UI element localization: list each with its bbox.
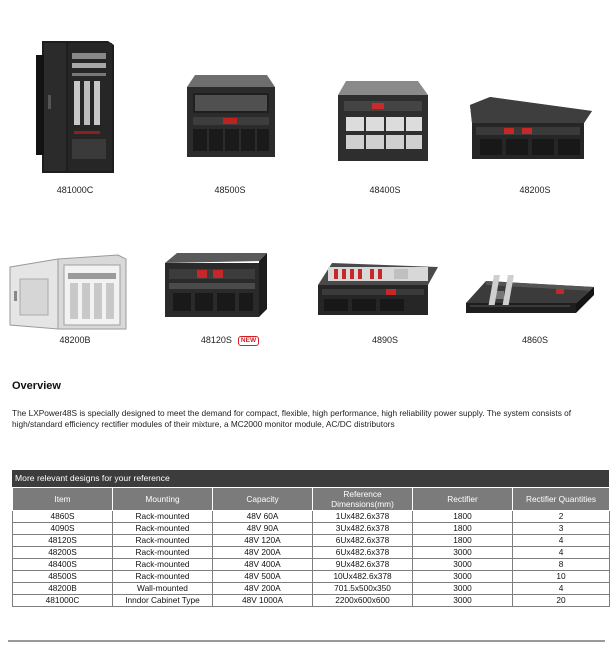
cell-rectifier: 1800 <box>413 523 513 535</box>
cell-dimensions: 701.5x500x350 <box>313 583 413 595</box>
table-row <box>13 523 610 535</box>
cell-dimensions: 1Ux482.6x378 <box>313 511 413 523</box>
cell-dimensions: 10Ux482.6x378 <box>313 571 413 583</box>
product-48200b-image <box>0 195 150 335</box>
cell-item: 48120S <box>13 535 113 547</box>
cell-item: 48200B <box>13 583 113 595</box>
cell-mounting: Rack-mounted <box>113 511 213 523</box>
cell-rectifier: 3000 <box>413 571 513 583</box>
cell-rectifier: 3000 <box>413 547 513 559</box>
product-4890s-label: 4890S <box>371 335 399 345</box>
table-row <box>13 547 610 559</box>
cell-item: 48200S <box>13 547 113 559</box>
product-48200b[interactable] <box>0 195 150 355</box>
product-4890s[interactable] <box>310 195 460 355</box>
product-48120s-label <box>155 335 305 346</box>
cell-rectifier: 1800 <box>413 535 513 547</box>
overview-title: Overview <box>12 380 61 392</box>
cell-rectifier-quantities: 2 <box>513 511 610 523</box>
cell-dimensions: 6Ux482.6x378 <box>313 535 413 547</box>
cell-mounting: Rack-mounted <box>113 547 213 559</box>
product-48200s-label: 48200S <box>519 185 551 195</box>
cell-rectifier-quantities: 3 <box>513 523 610 535</box>
cell-mounting: Rack-mounted <box>113 571 213 583</box>
designs-table-header: More relevant designs for your reference <box>12 470 609 487</box>
cell-item: 481000C <box>13 595 113 607</box>
cell-item: 48500S <box>13 571 113 583</box>
cell-capacity: 48V 90A <box>213 523 313 535</box>
table-row <box>13 583 610 595</box>
product-481000c-label: 481000C <box>56 185 94 195</box>
cell-rectifier-quantities: 20 <box>513 595 610 607</box>
product-4890s-image <box>310 195 460 335</box>
cell-mounting: Rack-mounted <box>113 559 213 571</box>
cell-dimensions: 6Ux482.6x378 <box>313 547 413 559</box>
cell-rectifier: 1800 <box>413 511 513 523</box>
table-row <box>13 535 610 547</box>
cell-capacity: 48V 1000A <box>213 595 313 607</box>
cell-capacity: 48V 60A <box>213 511 313 523</box>
cell-rectifier-quantities: 8 <box>513 559 610 571</box>
cell-capacity: 48V 120A <box>213 535 313 547</box>
column-header-mounting: Mounting <box>113 488 213 511</box>
product-481000c[interactable] <box>0 35 150 195</box>
cell-rectifier-quantities: 4 <box>513 583 610 595</box>
column-header-item: Item <box>13 488 113 511</box>
column-header-rectifier: Rectifier <box>413 488 513 511</box>
table-row <box>13 511 610 523</box>
product-48500s[interactable] <box>155 35 305 195</box>
cell-dimensions: 2200x600x600 <box>313 595 413 607</box>
cell-capacity: 48V 200A <box>213 547 313 559</box>
product-48400s[interactable] <box>310 35 460 195</box>
new-badge: NEW <box>238 336 259 346</box>
cell-rectifier-quantities: 4 <box>513 547 610 559</box>
product-4860s[interactable] <box>460 195 610 355</box>
cell-item: 4090S <box>13 523 113 535</box>
cell-capacity: 48V 500A <box>213 571 313 583</box>
product-48400s-label: 48400S <box>369 185 401 195</box>
cell-rectifier: 3000 <box>413 583 513 595</box>
column-header-rectifier-quantities: Rectifier Quantities <box>513 488 610 511</box>
designs-table-section <box>12 470 609 607</box>
cell-rectifier: 3000 <box>413 595 513 607</box>
product-4860s-image <box>460 195 610 335</box>
product-481000c-image <box>0 35 150 175</box>
cell-rectifier-quantities: 10 <box>513 571 610 583</box>
product-48120s[interactable] <box>155 195 305 355</box>
bottom-divider <box>8 640 605 642</box>
table-header-row <box>13 488 610 511</box>
cell-mounting: Rack-mounted <box>113 535 213 547</box>
cell-item: 48400S <box>13 559 113 571</box>
table-row <box>13 571 610 583</box>
cell-mounting: Rack-mounted <box>113 523 213 535</box>
product-48400s-image <box>310 35 460 175</box>
cell-dimensions: 3Ux482.6x378 <box>313 523 413 535</box>
cell-rectifier: 3000 <box>413 559 513 571</box>
product-4860s-label: 4860S <box>521 335 549 345</box>
product-48200b-label: 48200B <box>59 335 91 345</box>
column-header-dimensions: Reference Dimensions(mm) <box>313 488 413 511</box>
product-48200s-image <box>460 35 610 175</box>
cell-capacity: 48V 200A <box>213 583 313 595</box>
cell-rectifier-quantities: 4 <box>513 535 610 547</box>
product-48120s-image <box>155 195 305 335</box>
cell-item: 4860S <box>13 511 113 523</box>
product-48500s-image <box>155 35 305 175</box>
table-row <box>13 595 610 607</box>
cell-dimensions: 9Ux482.6x378 <box>313 559 413 571</box>
cell-mounting: Inndor Cabinet Type <box>113 595 213 607</box>
designs-table <box>12 487 610 607</box>
column-header-capacity: Capacity <box>213 488 313 511</box>
product-48200s[interactable] <box>460 35 610 195</box>
table-row <box>13 559 610 571</box>
overview-body: The LXPower48S is specially designed to meet the demand for compact, flexible, high performance, high reliability power supply. The system consists of high/standard efficiency rectifier modules of their mixture, a MC2000 monitor module, AC/DC distributors <box>12 408 572 429</box>
product-48120s-name: 48120S <box>200 335 232 345</box>
cell-mounting: Wall-mounted <box>113 583 213 595</box>
product-48500s-label: 48500S <box>214 185 246 195</box>
cell-capacity: 48V 400A <box>213 559 313 571</box>
